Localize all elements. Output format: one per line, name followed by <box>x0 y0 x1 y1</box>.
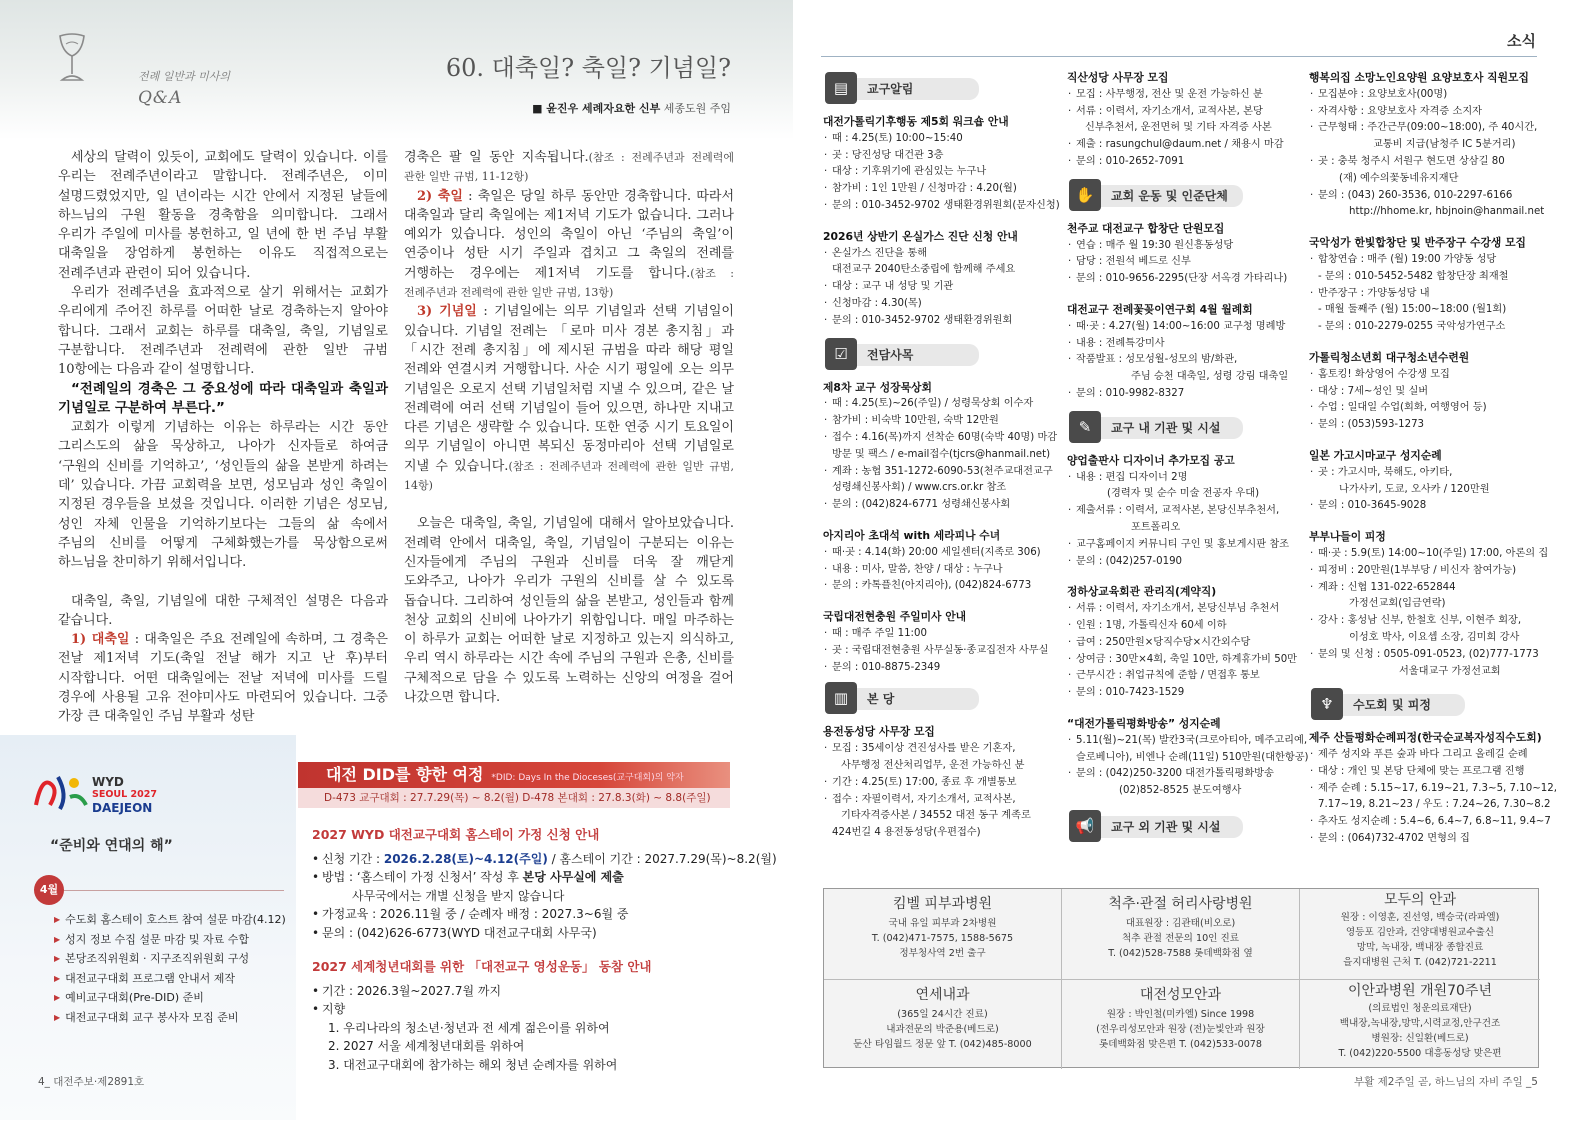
detail: · 제출서류 : 이력서, 교적사본, 본당신부추천서, <box>1067 503 1303 520</box>
ad-name: 킴벨 피부과병원 <box>892 896 993 912</box>
list-item: • 문의 : (042)626-6773(WYD 대전교구대회 사무국) <box>312 924 777 943</box>
list-item: ▶ 대전교구대회 교구 봉사자 모집 준비 <box>54 1009 286 1029</box>
detail: · 홈토킹! 화상영어 수강생 모집 <box>1309 367 1545 384</box>
wyd-brand: WYD <box>92 775 124 789</box>
detail: · 문의 : 010-8875-2349 <box>823 660 1059 677</box>
ad-box <box>824 979 1062 1069</box>
did-banner <box>298 762 730 806</box>
ad-line: 영등포 김안과, 건양대병원교수출신 <box>1345 927 1495 938</box>
detail: · 내용 : 미사, 말씀, 찬양 / 대상 : 누구나 <box>823 562 1059 579</box>
detail: · 문의 : (042)250-3200 대전가톨릭평화방송 <box>1067 766 1303 783</box>
detail: (경력자 및 순수 미술 전공자 우대) <box>1107 488 1260 500</box>
ad-line: T. (042)471-7575, 1588-5675 <box>871 933 1014 944</box>
detail: · 대상 : 개인 및 본당 단체에 맞는 프로그램 진행 <box>1309 764 1545 781</box>
ad-name: 이안과병원 개원70주년 <box>1348 983 1492 999</box>
notice-title: 부부나들이 피정 <box>1309 530 1386 544</box>
detail: · 참가비 : 비숙박 10만원, 숙박 12만원 <box>823 413 1059 430</box>
detail: · 5.11(월)~21(목) 발칸3국(크로아티아, 메주고리예, <box>1067 733 1303 750</box>
ad-line: 대표원장 : 김관태(비오로) <box>1125 918 1236 929</box>
ad-line: 을지대병원 근처 T. (042)721-2211 <box>1343 957 1497 968</box>
chalice-icon <box>52 30 92 90</box>
wyd-panel <box>0 735 296 1120</box>
list-item: ▶ 수도회 홈스테이 호스트 참여 설문 마감(4.12) <box>54 911 286 931</box>
notice-title: 국립대전현충원 주일미사 안내 <box>823 610 967 624</box>
list-item: ▶ 본당조직위원회 · 지구조직위원회 구성 <box>54 950 286 970</box>
item-text: : 기념일에는 의무 기념일과 선택 기념일이 있습니다. 기념일 전례는 「로마 미사 경본 총지침」과 「시간 전례 총지침」에 제시된 규범을 따라 해당 평일 전례와 연결시켜 거행합니다. 사순 시기 평일에 오는 의무 기념일은 오로지 선택 기념일처럼 지낼 수 있으며, 같은 날 전례력에 여러 선택 기념일이 들어 있으면, 하나만 지내고 다른 기념은 생략할 수 있습니다. 또한 연중 시기 토요일이 의무 기념일이 아니면 복되신 동정마리아 선택 기념일로 지낼 수 있습니다. <box>404 304 734 474</box>
detail: http://hhome.kr, hbjnoin@hanmail.net <box>1349 206 1545 218</box>
megaphone-icon: 📢 <box>1069 810 1101 842</box>
notice-title: 아지리아 초대석 with 세라피나 수녀 <box>823 528 1001 542</box>
ad-line: 척추 관절 전문의 10인 진료 <box>1121 933 1240 944</box>
ad-line: 백내장,녹내장,망막,시력교정,안구건조 <box>1339 1018 1501 1029</box>
detail: - 매월 둘째주 (월) 15:00~18:00 (월1회) <box>1318 304 1507 316</box>
detail: · 때·곳 : 4.14(화) 20:00 세일센터(지족로 306) <box>823 545 1059 562</box>
month-task-list <box>54 911 286 1029</box>
detail: · 반주장구 : 가양동성당 내 <box>1309 286 1545 303</box>
detail: 주님 승천 대축일, 성령 강림 대축일 <box>1131 371 1289 383</box>
ad-line: (전우리성모안과 원장 (전)눈빛안과 원장 <box>1096 1024 1265 1035</box>
detail: 7.17~19, 8.21~23 / 우도 : 7.24~26, 7.30~8.2 <box>1318 799 1551 811</box>
notice-title: 제8차 교구 성장묵상회 <box>823 380 932 394</box>
ad-line: 정부청사역 2번 출구 <box>899 948 986 959</box>
notice-details <box>823 396 1059 514</box>
notice-details <box>823 741 1059 842</box>
notice-details <box>1067 87 1303 171</box>
wyd-brand-diocese: DAEJEON <box>92 801 153 815</box>
ad-line: 병원장: 신일환(베드로) <box>1371 1033 1469 1044</box>
detail: · 연습 : 매주 월 19:30 원신흥동성당 <box>1067 238 1303 255</box>
detail: 가정선교회(입금연락) <box>1349 598 1446 610</box>
category-label: 교구 외 기관 및 시설 <box>1093 816 1243 838</box>
homestay-notice <box>312 826 777 942</box>
category-label: 본 당 <box>849 688 979 710</box>
right-page <box>793 0 1586 1122</box>
detail: · 문의 : (042)824-6771 성령쇄신봉사회 <box>823 497 1059 514</box>
ad-line: (365일 24시간 진료) <box>897 1009 988 1020</box>
did-footnote: *DID: Days In the Dioceses(교구대회)의 약자 <box>491 773 684 783</box>
detail: · 근무시간 : 취업규칙에 준함 / 면접후 통보 <box>1067 668 1303 685</box>
reference-note: (참조 : 전례주년과 전례력에 관한 일반 규범, 11-12항) <box>404 151 734 184</box>
list-item: • 지향 <box>312 1000 651 1019</box>
detail: 서울대교구 가정선교회 <box>1399 665 1501 677</box>
article-column-2 <box>404 148 734 707</box>
category-label: 수도회 및 피정 <box>1335 694 1465 716</box>
detail: · 제출 : rasungchul@daum.net / 채용시 마감 <box>1067 137 1303 154</box>
section-title: 2027 세계청년대회를 위한 「대전교구 영성운동」 동참 안내 <box>312 959 652 974</box>
item-label: 1) 대축일 <box>71 632 130 648</box>
list-item <box>312 850 777 869</box>
ad-name: 척추·관절 허리사랑병원 <box>1108 896 1253 912</box>
ad-box <box>1300 889 1540 979</box>
reference-note: (참조 : 전례주년과 전례력에 관한 일반 규범, 14항) <box>404 459 734 493</box>
paragraph: 교회가 이렇게 기념하는 이유는 하루라는 시간 동안 그리스도의 삶을 묵상하고, 나아가 신자들로 하여금 ‘구원의 신비를 기억하고’, ‘성인들의 삶을 본받게 하려는 데’ 있습니다. 가끔 교회력을 보면, 성모님과 성인 축일이 지정된 경우들을 보셨을 것입니다. 이러한 기념은 성모님, 성인 자체 인물을 기억하기보다는 그들의 삶 속에서 주님의 신비를 어떻게 구체화했는가를 묵상함으로써 하느님을 찬미하기 위해서입니다. <box>58 420 388 571</box>
did-countdown: D-473 교구대회 : 27.7.29(목) ~ 8.2(월) D-478 본대회 : 27.8.3(화) ~ 8.8(주일) <box>298 788 730 808</box>
ad-box <box>1062 979 1300 1069</box>
detail: · 급여 : 250만원×당직수당×시간외수당 <box>1067 635 1303 652</box>
detail: · 신청마감 : 4.30(목) <box>823 296 1059 313</box>
notice-title: 대전교구 전례꽃꽂이연구회 4월 월례회 <box>1067 302 1253 316</box>
detail: · 모집분야 : 요양보호사(00명) <box>1309 87 1545 104</box>
wyd-emblem-icon <box>30 765 90 815</box>
byline-name: ■ 윤진우 세례자요한 신부 <box>532 102 661 115</box>
handshake-icon: ✋ <box>1069 179 1101 211</box>
month-badge: 4월 <box>34 875 64 905</box>
detail: · 문의 : 010-9982-8327 <box>1067 386 1303 403</box>
detail: 신부추천서, 운전면허 및 기타 자격증 사본 <box>1085 122 1272 134</box>
retreat-icon: ♆ <box>1311 688 1343 720</box>
section-header: 소식 <box>1507 32 1536 50</box>
notice-details <box>1067 238 1303 288</box>
notice-details <box>1309 87 1545 221</box>
detail: · 문의 : 카톡플친(아지리아), (042)824-6773 <box>823 578 1059 595</box>
ad-line: 국내 유일 피부과 2차병원 <box>888 918 997 929</box>
detail: · 인원 : 1명, 가톨릭신자 60세 이하 <box>1067 618 1303 635</box>
page-footer: 4_ 대전주보·제2891호 <box>38 1076 145 1088</box>
detail: · 참가비 : 1인 1만원 / 신청마감 : 4.20(월) <box>823 181 1059 198</box>
detail: · 곳 : 국립대전현충원 사무실동·종교집전자 사무실 <box>823 643 1059 660</box>
detail: · 때·곳 : 4.27(월) 14:00~16:00 교구청 명례방 <box>1067 319 1303 336</box>
wyd-brand-city: SEOUL 2027 <box>92 789 157 800</box>
category-church-movements <box>1067 179 1303 213</box>
notice-icon: ▤ <box>825 72 857 104</box>
page-footer: 부활 제2주일 곧, 하느님의 자비 주일 _5 <box>1354 1076 1538 1088</box>
notice-title: 가톨릭청소년회 대구청소년수련원 <box>1309 350 1470 364</box>
detail: · 곳 : 충북 청주시 서원구 현도면 상삼길 80 <box>1309 154 1545 171</box>
ad-line: 원장 : 박인철(미카엘) Since 1998 <box>1106 1009 1255 1020</box>
ad-name: 연세내과 <box>915 987 970 1003</box>
notice-title: “대전가톨릭평화방송” 성지순례 <box>1067 716 1221 730</box>
notice-details <box>1309 252 1545 336</box>
list-item: 2. 2027 서울 세계청년대회를 위하여 <box>328 1039 525 1053</box>
item-memorial <box>404 302 734 495</box>
detail: · 모집 : 사무행정, 전산 및 운전 가능하신 분 <box>1067 87 1303 104</box>
detail: - 문의 : 010-2279-0255 국악성가연구소 <box>1318 321 1506 333</box>
detail: · 때 : 4.25(토)~26(주일) / 성령묵상회 이수자 <box>823 396 1059 413</box>
detail: · 교구홈페이지 커뮤니티 구인 및 홍보게시판 참조 <box>1067 537 1303 554</box>
detail: · 문의 : (053)593-1273 <box>1309 417 1545 434</box>
detail: 포트폴리오 <box>1131 521 1181 533</box>
ad-line: 원장 : 이영훈, 진선영, 백승국(라파엘) <box>1340 912 1500 923</box>
detail: · 문의 : (064)732-4702 면형의 집 <box>1309 831 1545 848</box>
detail: · 대상 : 7세~성인 및 실버 <box>1309 384 1545 401</box>
highlight-text: 본당 사무실에 제출 <box>522 870 624 884</box>
detail: 슬로베니아), 비엔나 순례(11일) 510만원(대한항공) <box>1076 751 1309 763</box>
ad-line: 내과전문의 박준용(베드로) <box>886 1024 999 1035</box>
notice-title: 행복의집 소망노인요양원 요양보호사 직원모집 <box>1309 71 1529 84</box>
list-item <box>312 868 777 887</box>
detail: (02)852-8525 분도여행사 <box>1119 785 1242 797</box>
notice-title: 대전가톨릭기후행동 제5회 워크숍 안내 <box>823 115 1009 128</box>
item-text: : 대축일은 주요 전례일에 속하며, 그 경축은 전날 제1저녁 기도(축일 전날 해가 지고 난 후)부터 시작합니다. 어떤 대축일에는 전날 저녁에 미사를 드릴 경우에 사용될 고유 전야미사도 마련되어 있습니다. 그중 가장 큰 대축일인 주님 부활과 성탄 <box>58 632 388 725</box>
paragraph: 우리가 전례주년을 효과적으로 살기 위해서는 교회가 우리에게 주어진 하루를 어떠한 날로 경축하는지 알아야 합니다. 그래서 교회는 하루를 대축일, 축일, 기념일로 구분합니다. 전례주년과 전례력에 관한 일반 규범 10항에는 다음과 같이 설명합니다. <box>58 285 388 378</box>
category-label: 전담사목 <box>849 344 979 366</box>
detail: - 문의 : 010-5452-5482 합창단장 최재철 <box>1318 270 1509 282</box>
category-internal-institutions <box>1067 411 1303 445</box>
category-label: 교구알림 <box>849 78 979 100</box>
detail: 기타자격증사본 / 34552 대전 동구 계족로 <box>841 810 1031 822</box>
detail: · 합창연습 : 매주 (월) 19:00 가양동 성당 <box>1309 252 1545 269</box>
detail: · 서류 : 이력서, 자기소개서, 교적사본, 본당 <box>1067 104 1303 121</box>
item-label: 3) 기념일 <box>417 304 477 320</box>
detail: · 온실가스 진단을 통해 <box>823 246 1059 263</box>
notice-title: 직산성당 사무장 모집 <box>1067 71 1169 84</box>
detail: 방문 및 팩스 / e-mail접수(tjcrs@hanmail.net) <box>832 448 1051 460</box>
detail: · 계좌 : 농협 351-1272-6090-53(천주교대전교구 <box>823 464 1059 481</box>
ad-box <box>1300 979 1540 1069</box>
article-title: 60. 대축일? 축일? 기념일? <box>445 54 731 82</box>
year-motto: “준비와 연대의 해” <box>50 838 173 854</box>
ad-box <box>1062 889 1300 979</box>
detail: · 곳 : 당진성당 대건관 3층 <box>823 148 1059 165</box>
notice-title: 2026년 상반기 온실가스 진단 신청 안내 <box>823 229 1018 243</box>
notice-details <box>1067 470 1303 571</box>
detail: · 서류 : 이력서, 자기소개서, 본당신부님 추천서 <box>1067 601 1303 618</box>
notice-details <box>1309 747 1557 848</box>
ad-line: 롯데백화점 맞은편 T. (042)533-0078 <box>1098 1039 1263 1050</box>
detail: · 수업 : 일대일 수업(회화, 여행영어 등) <box>1309 400 1545 417</box>
pen-icon: ✎ <box>1069 411 1101 443</box>
item-text: : 축일은 당일 하루 동안만 경축합니다. 따라서 대축일과 달리 축일에는 제1저녁 기도가 없습니다. 그러나 예외가 있습니다. 성인의 축일이 아닌 ‘주님의 축일’이 연중이나 성탄 시기 주일과 겹치고 그 축일의 전례를 거행하는 경우에는 제1저녁 기도를 합니다. <box>404 188 735 281</box>
divider <box>64 890 284 891</box>
paragraph: 대축일, 축일, 기념일에 대한 구체적인 설명은 다음과 같습니다. <box>58 593 388 628</box>
detail: · 내용 : 편집 디자이너 2명 <box>1067 470 1303 487</box>
text: 경축은 팔 일 동안 지속됩니다. <box>404 150 589 165</box>
detail: · 문의 : 010-7423-1529 <box>1067 685 1303 702</box>
detail: · 추자도 성지순례 : 5.4~6, 6.4~7, 6.8~11, 9.4~7 <box>1309 814 1545 831</box>
detail: (재) 예수의꽃동네유지재단 <box>1339 172 1459 184</box>
notice-title: 일본 가고시마교구 성지순례 <box>1309 448 1442 462</box>
detail: · 접수 : 4.16(목)까지 선착순 60명(숙박 40명) 마감 <box>823 430 1059 447</box>
list-item: 사무국에서는 개별 신청을 받지 않습니다 <box>352 888 565 903</box>
list-item: • 가정교육 : 2026.11월 중 / 순례자 배정 : 2027.3~6월 중 <box>312 905 777 924</box>
detail: · 자격사항 : 요양보호사 자격증 소지자 <box>1309 104 1545 121</box>
notice-title: 국악성가 한빛합창단 및 반주장구 수강생 모집 <box>1309 236 1526 250</box>
item-label: 2) 축일 <box>417 188 463 204</box>
detail: · 문의 : (042)257-0190 <box>1067 554 1303 571</box>
text: 방법 : ‘홈스테이 가정 신청서’ 작성 후 <box>322 870 523 884</box>
news-column-1 <box>823 70 1059 842</box>
did-title-text: 대전 DID를 향한 여정 <box>326 765 484 784</box>
detail: 이성호 박사, 이요셉 소장, 김미희 강사 <box>1349 631 1520 643</box>
paragraph <box>404 148 734 187</box>
qa-logo <box>52 30 242 108</box>
detail: · 때 : 4.25(토) 10:00~15:40 <box>823 131 1059 148</box>
detail: 대전교구 2040탄소중립에 함께해 주세요 <box>832 264 1016 276</box>
notice-details <box>1309 546 1549 680</box>
category-special-ministry <box>823 338 1059 372</box>
series-title: 전례 일반과 미사의 <box>138 70 231 83</box>
detail: · 강사 : 홍성남 신부, 한철호 신부, 이현주 회장, <box>1309 613 1545 630</box>
detail: · 작품발표 : 성모성월-성모의 밤/화관, <box>1067 352 1303 369</box>
detail: · 문의 및 신청 : 0505-091-0523, (02)777-1773 <box>1309 647 1545 664</box>
divider <box>821 56 1537 57</box>
byline <box>532 100 731 116</box>
detail: · 곳 : 가고시마, 북해도, 아키타, <box>1309 465 1545 482</box>
checklist-icon: ☑ <box>825 338 857 370</box>
list-item: ▶ 대전교구대회 프로그램 안내서 제작 <box>54 970 286 990</box>
list-item: • 기간 : 2026.3월~2027.7월 까지 <box>312 982 651 1001</box>
detail: · 담당 : 전원석 베드로 신부 <box>1067 254 1303 271</box>
detail: · 대상 : 기후위기에 관심있는 누구나 <box>823 164 1059 181</box>
detail: · 모집 : 35세이상 견진성사를 받은 기혼자, <box>823 741 1059 758</box>
list-item: 3. 대전교구대회에 참가하는 해외 청년 순례자를 위하여 <box>328 1057 618 1072</box>
category-external-institutions <box>1067 810 1303 844</box>
detail: · 문의 : 010-3452-9702 생태환경위원회 <box>823 313 1059 330</box>
detail: · 접수 : 자필이력서, 자기소개서, 교적사본, <box>823 792 1059 809</box>
category-religious-retreat <box>1309 688 1545 722</box>
list-item: ▶ 성지 정보 수집 설문 마감 및 자료 수합 <box>54 931 286 951</box>
notice-title: 용전동성당 사무장 모집 <box>823 725 935 739</box>
detail: · 제주 순례 : 5.15~17, 6.19~21, 7.3~5, 7.10~12, <box>1309 781 1545 798</box>
detail: · 제주 성지와 푸른 숲과 바다 그리고 올레길 순례 <box>1309 747 1545 764</box>
category-label: 교회 운동 및 인준단체 <box>1093 185 1243 207</box>
detail: · 기간 : 4.25(토) 17:00, 종료 후 개별통보 <box>823 775 1059 792</box>
detail: · 문의 : 010-3645-9028 <box>1309 498 1545 515</box>
detail: · 근무형태 : 주간근무(09:00~18:00), 주 40시간, <box>1309 120 1545 137</box>
list-item: 1. 우리나라의 청소년·청년과 전 세계 젊은이를 위하여 <box>328 1020 610 1035</box>
highlight-text: 2026.2.28(토)~4.12(주일) <box>383 851 548 866</box>
detail: 사무행정 전산처리업무, 운전 가능하신 분 <box>841 759 1025 771</box>
ad-box <box>824 889 1062 979</box>
detail: · 상여금 : 30만×4회, 축일 10만, 하계휴가비 50만 <box>1067 652 1303 669</box>
item-solemnity <box>58 630 388 726</box>
ad-line: T. (042)528-7588 롯데백화점 옆 <box>1108 948 1253 959</box>
book-icon: ▥ <box>825 682 857 714</box>
spiritual-movement-notice <box>312 958 651 1074</box>
notice-details <box>1067 733 1309 800</box>
paragraph: 세상의 달력이 있듯이, 교회에도 달력이 있습니다. 이를 우리는 전례주년이라고 말합니다. 전례주년은, 이미 설명드렸었지만, 일 년이라는 시간 안에서 지정된 날들에 하느님의 구원 활동을 경축함을 의미합니다. 그래서 우리가 주일에 미사를 봉헌하고, 일 년에 한 번 주님 부활 대축일을 장엄하게 봉헌하는 이유도 직접적으로는 전례주년과 관련이 되어 있습니다. <box>58 150 388 281</box>
quote: “전례일의 경축은 그 중요성에 따라 대축일과 축일과 기념일로 구분하여 부른다.” <box>58 380 388 416</box>
detail: · 계좌 : 신협 131-022-652844 <box>1309 580 1545 597</box>
notice-details <box>1309 465 1545 515</box>
detail: 교통비 지급(남청주 IC 5분거리) <box>1373 139 1516 151</box>
list-item: ▶ 예비교구대회(Pre-DID) 준비 <box>54 989 286 1009</box>
category-diocese-notice <box>823 72 1059 106</box>
ad-name: 모두의 안과 <box>1383 892 1457 908</box>
item-feast <box>404 187 734 303</box>
detail: 나가사키, 도쿄, 오사카 / 120만원 <box>1339 483 1490 495</box>
detail: · 문의 : 010-3452-9702 생태환경위원회(문자신청) <box>823 198 1059 215</box>
did-title <box>298 762 730 788</box>
notice-details <box>823 246 1059 330</box>
advertisement-grid <box>823 888 1539 1068</box>
notice-details <box>1067 601 1303 702</box>
detail: · 문의 : 010-2652-7091 <box>1067 154 1303 171</box>
ad-line: 둔산 타임월드 정문 앞 T. (042)485-8000 <box>853 1039 1032 1050</box>
category-parish <box>823 682 1059 716</box>
notice-title: 정하상교육회관 관리직(계약직) <box>1067 585 1217 599</box>
detail: · 피정비 : 20만원(1부부당 / 비신자 참여가능) <box>1309 563 1545 580</box>
news-column-2 <box>1067 70 1309 852</box>
paragraph: 오늘은 대축일, 축일, 기념일에 대해서 알아보았습니다. 전례력 안에서 대축일, 축일, 기념일이 구분되는 이유는 신자들에게 주님의 구원과 신비를 더욱 잘 깨닫게 도와주고, 나아가 우리가 구원의 신비를 살 수 있도록 돕습니다. 그리하여 성인들의 삶을 본받고, 성인들과 함께 천상 교회의 신비에 나아가기 위함입니다. 매일 마주하는 이 하루가 교회는 어떠한 날로 지정하고 있는지 의식하고, 우리 역시 하루라는 시간 속에 주님의 구원과 은총, 신비를 구체적으로 담을 수 있도록 노력하는 신앙의 여정을 걸어 나갔으면 합니다. <box>404 516 734 706</box>
detail: 성령쇄신봉사회) / www.crs.or.kr 참조 <box>832 482 1007 494</box>
notice-details <box>823 131 1059 215</box>
news-column-3 <box>1309 70 1557 848</box>
notice-title: 제주 산들평화순례피정(한국순교복자성직수도회) <box>1309 731 1542 745</box>
notice-title: 양업출판사 디자이너 추가모집 공고 <box>1067 453 1235 467</box>
detail: · 내용 : 전례특강미사 <box>1067 336 1303 353</box>
article-header <box>0 0 793 140</box>
detail: · 때 : 매주 주일 11:00 <box>823 626 1059 643</box>
notice-details <box>1067 319 1303 403</box>
article-column-1 <box>58 148 388 727</box>
section-title: 2027 WYD 대전교구대회 홈스테이 가정 신청 안내 <box>312 827 600 842</box>
detail: · 대상 : 교구 내 성당 및 기관 <box>823 279 1059 296</box>
notice-title: 천주교 대전교구 합창단 단원모집 <box>1067 221 1225 235</box>
ad-name: 대전성모안과 <box>1139 987 1222 1003</box>
detail: · 문의 : (043) 260-3536, 010-2297-6166 <box>1309 188 1545 205</box>
notice-details <box>823 626 1059 676</box>
detail: · 문의 : 010-9656-2295(단장 서옥경 가타리나) <box>1067 271 1303 288</box>
byline-org: 세종도원 주임 <box>663 102 731 115</box>
category-label: 교구 내 기관 및 시설 <box>1093 417 1243 439</box>
reference-note: (참조 : 전례주년과 전례력에 관한 일반 규범, 13항) <box>404 266 735 300</box>
ad-line: 망막, 녹내장, 백내장 종합진료 <box>1356 942 1484 953</box>
text: 신청 기간 : <box>322 851 384 866</box>
ad-line: T. (042)220-5500 대흥동성당 맞은편 <box>1338 1048 1502 1059</box>
notice-details <box>1309 367 1545 434</box>
qa-label: Q&A <box>138 88 183 108</box>
ad-line: (의료법인 청운의료재단) <box>1368 1003 1472 1014</box>
detail: 424번길 4 용전동성당(우편접수) <box>832 827 981 839</box>
detail: · 때·곳 : 5.9(토) 14:00~10(주일) 17:00, 아론의 집 <box>1309 546 1545 563</box>
notice-details <box>823 545 1059 595</box>
text: / 홈스테이 기간 : 2027.7.29(목)~8.2(월) <box>547 851 777 866</box>
